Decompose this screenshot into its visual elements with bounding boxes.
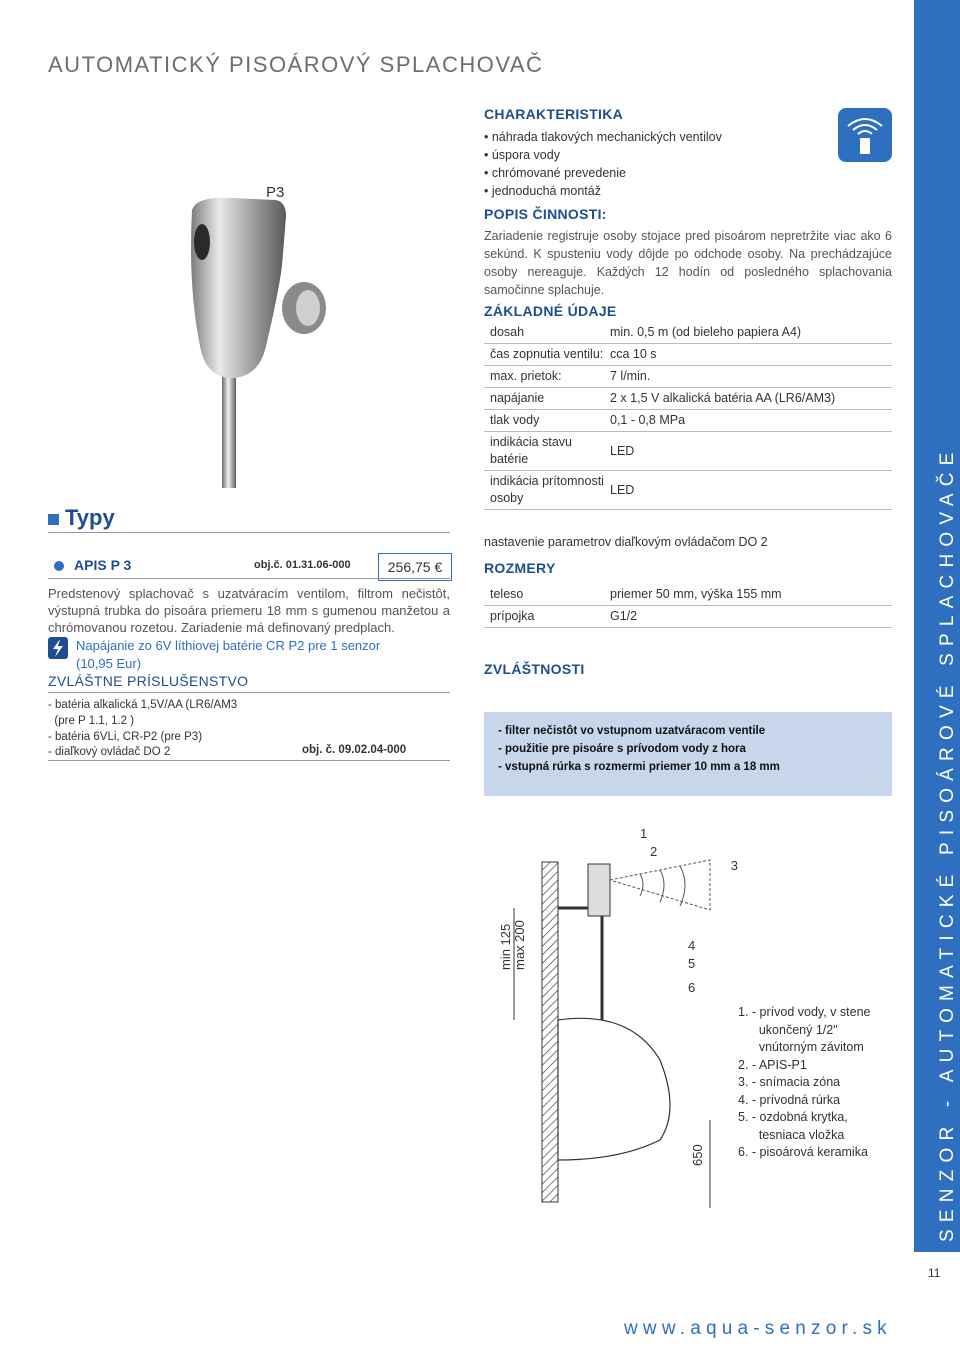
- divider: [48, 692, 450, 693]
- table-row: [484, 432, 892, 471]
- characteristics-heading: CHARAKTERISTIKA: [484, 106, 624, 122]
- dimensions-table: [484, 584, 892, 628]
- table-row: [484, 322, 892, 344]
- accessories-list: [48, 698, 237, 761]
- list-item: - filter nečistôt vo vstupnom uzatváracom ventile: [498, 725, 766, 737]
- list-item: • náhrada tlakových mechanických ventilov: [484, 130, 722, 144]
- list-item: • jednoduchá montáž: [484, 184, 601, 198]
- table-row: [484, 366, 892, 388]
- price-badge: 256,75 €: [378, 553, 452, 581]
- accessories-heading: ZVLÁŠTNE PRÍSLUŠENSTVO: [48, 673, 249, 689]
- diagram-legend: [738, 1004, 870, 1162]
- diagram-label-4: 4: [688, 938, 696, 953]
- spec-key: tlak vody: [484, 410, 604, 432]
- operation-text: Zariadenie registruje osoby stojace pred pisoárom nepretržite viac ako 6 sekúnd. K spusteniu vody dôjde po odchode osoby. Na prechádzajúce osoby nereaguje. Každých 12 hodín od posledného splachovania samočinne splachuje.: [484, 229, 892, 297]
- spec-key: čas zopnutia ventilu:: [484, 344, 604, 366]
- spec-value: priemer 50 mm, výška 155 mm: [604, 584, 892, 606]
- specialties-heading: ZVLÁŠTNOSTI: [484, 661, 585, 677]
- remote-order-code: obj. č. 09.02.04-000: [302, 744, 407, 756]
- installation-diagram: [490, 820, 740, 1220]
- list-item: - diaľkový ovládač DO 2: [48, 746, 171, 759]
- list-item: • chrómované prevedenie: [484, 166, 626, 180]
- divider: [48, 578, 450, 579]
- spec-key: dosah: [484, 322, 604, 344]
- table-row: [484, 584, 892, 606]
- product-code: obj.č. 01.31.06-000: [254, 559, 351, 571]
- section-typy-label: Typy: [65, 505, 115, 530]
- diagram-label-2: 2: [650, 844, 658, 859]
- spec-value: LED: [604, 432, 892, 471]
- diagram-label-3: 3: [730, 858, 738, 873]
- spec-value: min. 0,5 m (od bieleho papiera A4): [604, 322, 892, 344]
- dim-max-label: max 200: [512, 920, 527, 970]
- product-description: Predstenový splachovač s uzatváracím ventilom, filtrom nečistôt, výstupná trubka do pisoára priemeru 18 mm s gumenou manžetou a chrómovanou rozetou. Zariadenie má definovaný predplach.: [48, 586, 450, 635]
- spec-key: prípojka: [484, 606, 604, 628]
- legend-item: 1. - prívod vody, v stene: [738, 1005, 871, 1019]
- list-item: - batéria alkalická 1,5V/AA (LR6/AM3: [48, 699, 238, 711]
- square-bullet-icon: [48, 514, 59, 525]
- product-row: [48, 557, 450, 577]
- spec-value: 2 x 1,5 V alkalická batéria AA (LR6/AM3): [604, 388, 892, 410]
- spec-key: teleso: [484, 584, 604, 606]
- section-typy-heading: [48, 505, 115, 531]
- spec-value: 0,1 - 0,8 MPa: [604, 410, 892, 432]
- side-band-text: SENZOR - AUTOMATICKÉ PISOÁROVÉ SPLACHOVAČE: [937, 445, 958, 1242]
- legend-item: ukončený 1/2": [738, 1022, 838, 1037]
- dimensions-heading: ROZMERY: [484, 560, 556, 576]
- bullet-dot-icon: [54, 561, 64, 571]
- diagram-label-5: 5: [688, 956, 696, 971]
- spec-key: indikácia stavu batérie: [484, 432, 604, 471]
- divider: [48, 760, 450, 761]
- legend-item: 3. - snímacia zóna: [738, 1075, 841, 1089]
- power-note-line1: Napájanie zo 6V líthiovej batérie CR P2 pre 1 senzor: [76, 638, 381, 653]
- spec-value: cca 10 s: [604, 344, 892, 366]
- power-note: [76, 637, 436, 673]
- table-row: [484, 471, 892, 510]
- spec-key: max. prietok:: [484, 366, 604, 388]
- list-item: - vstupná rúrka s rozmermi priemer 10 mm a 18 mm: [498, 761, 780, 773]
- spec-value: LED: [604, 471, 892, 510]
- list-item: (pre P 1.1, 1.2 ): [48, 714, 135, 727]
- legend-item: tesniaca vložka: [738, 1127, 845, 1142]
- specialties-list: [498, 722, 780, 776]
- table-row: [484, 344, 892, 366]
- diagram-label-1: 1: [640, 826, 648, 841]
- product-name: APIS P 3: [74, 557, 132, 573]
- basic-data-table: [484, 322, 892, 510]
- table-row: [484, 410, 892, 432]
- legend-item: 6. - pisoárová keramika: [738, 1145, 868, 1159]
- legend-item: vnútorným závitom: [738, 1040, 864, 1054]
- height-label: 650: [690, 1144, 705, 1166]
- remote-signal-icon: [838, 108, 892, 162]
- power-note-line2: (10,95 Eur): [76, 656, 142, 671]
- spec-key: napájanie: [484, 388, 604, 410]
- website-link[interactable]: www.aqua-senzor.sk: [624, 1318, 892, 1339]
- characteristics-list: [484, 128, 722, 200]
- spec-value: G1/2: [604, 606, 892, 628]
- spec-value: 7 l/min.: [604, 366, 892, 388]
- remote-setting-note: nastavenie parametrov diaľkovým ovládačom DO 2: [484, 535, 768, 549]
- legend-item: 5. - ozdobná krytka,: [738, 1110, 848, 1124]
- diagram-label-6: 6: [688, 980, 696, 995]
- dim-min-label: min 125: [498, 923, 513, 970]
- spec-key: indikácia prítomnosti osoby: [484, 471, 604, 510]
- page-title: AUTOMATICKÝ PISOÁROVÝ SPLACHOVAČ: [48, 52, 544, 77]
- legend-item: 2. - APIS-P1: [738, 1057, 807, 1072]
- legend-item: 4. - prívodná rúrka: [738, 1092, 841, 1107]
- product-photo: [186, 196, 366, 488]
- operation-heading: POPIS ČINNOSTI:: [484, 206, 607, 222]
- lightning-icon: [48, 637, 68, 659]
- table-row: [484, 606, 892, 628]
- basic-data-heading: ZÁKLADNÉ ÚDAJE: [484, 303, 617, 319]
- photo-label: P3: [266, 184, 285, 201]
- list-item: - batéria 6VLi, CR-P2 (pre P3): [48, 730, 203, 743]
- list-item: • úspora vody: [484, 148, 560, 162]
- list-item: - použitie pre pisoáre s prívodom vody z hora: [498, 743, 746, 755]
- divider: [48, 532, 450, 533]
- table-row: [484, 388, 892, 410]
- page-number: 11: [928, 1266, 941, 1280]
